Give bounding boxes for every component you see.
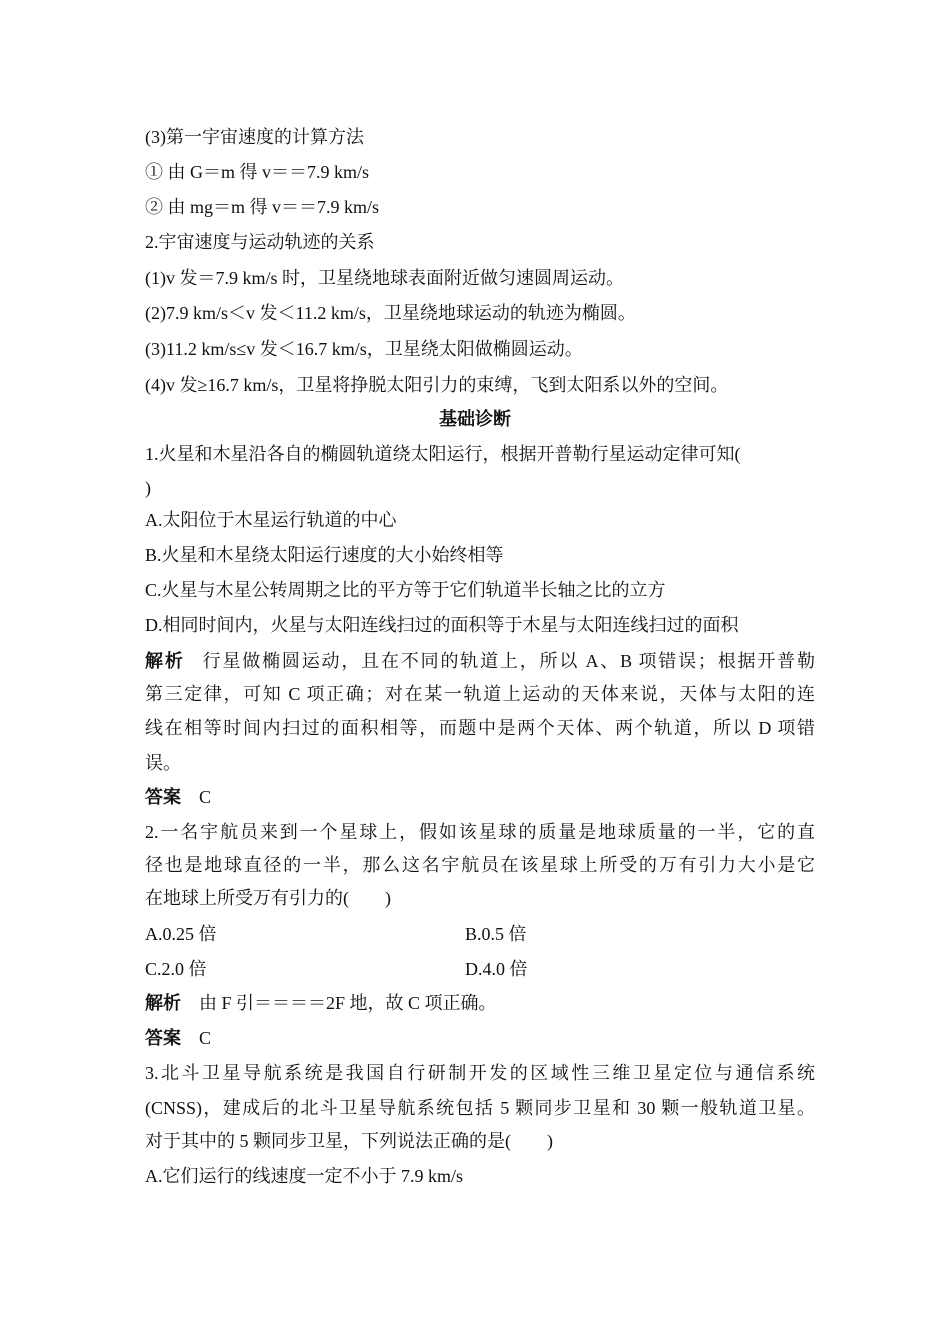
option-a: A.0.25 倍 bbox=[145, 924, 217, 944]
text-line: ② 由 mg＝m 得 v＝＝7.9 km/s bbox=[145, 197, 380, 217]
text-line: (2)7.9 km/s＜v 发＜11.2 km/s，卫星绕地球运动的轨迹为椭圆。 bbox=[145, 303, 636, 323]
answer-line bbox=[145, 1026, 815, 1051]
option-row bbox=[145, 957, 815, 981]
text-line: (1)v 发＝7.9 km/s 时，卫星绕地球表面附近做匀速圆周运动。 bbox=[145, 268, 624, 288]
answer-line bbox=[145, 785, 815, 810]
option-c: C.2.0 倍 bbox=[145, 959, 207, 979]
analysis-line: 线在相等时间内扫过的面积相等，而题中是两个天体、两个轨道，所以 D 项错 bbox=[145, 718, 815, 738]
question-stem: 3.北斗卫星导航系统是我国自行研制开发的区域性三维卫星定位与通信系统 bbox=[145, 1063, 815, 1083]
option-d: D.相同时间内，火星与太阳连线扫过的面积等于木星与太阳连线扫过的面积 bbox=[145, 615, 739, 635]
text-line: (3)11.2 km/s≤v 发＜16.7 km/s，卫星绕太阳做椭圆运动。 bbox=[145, 339, 583, 359]
text-line: ① 由 G＝m 得 v＝＝7.9 km/s bbox=[145, 162, 370, 182]
question-stem: 1.火星和木星沿各自的椭圆轨道绕太阳运行，根据开普勒行星运动定律可知( bbox=[145, 444, 741, 464]
question-stem: 在地球上所受万有引力的( ) bbox=[145, 888, 391, 908]
analysis-line: 误。 bbox=[145, 753, 181, 773]
option-a: A.它们运行的线速度一定不小于 7.9 km/s bbox=[145, 1166, 464, 1186]
question-stem: 对于其中的 5 颗同步卫星，下列说法正确的是( ) bbox=[145, 1131, 553, 1151]
analysis-line bbox=[145, 991, 815, 1016]
text-line: 2.宇宙速度与运动轨迹的关系 bbox=[145, 232, 375, 252]
analysis-line: 第三定律，可知 C 项正确；对在某一轨道上运动的天体来说，天体与太阳的连 bbox=[145, 684, 815, 704]
option-b: B.0.5 倍 bbox=[465, 924, 527, 944]
option-a: A.太阳位于木星运行轨道的中心 bbox=[145, 510, 397, 530]
answer-value: C bbox=[199, 1028, 212, 1048]
analysis-text: 由 F 引＝＝＝＝2F 地，故 C 项正确。 bbox=[199, 993, 497, 1013]
text-line: (4)v 发≥16.7 km/s，卫星将挣脱太阳引力的束缚，飞到太阳系以外的空间。 bbox=[145, 375, 729, 395]
question-stem: ) bbox=[145, 478, 151, 498]
option-b: B.火星和木星绕太阳运行速度的大小始终相等 bbox=[145, 545, 504, 565]
question-stem: 2.一名宇航员来到一个星球上，假如该星球的质量是地球质量的一半，它的直 bbox=[145, 822, 815, 842]
question-stem: 径也是地球直径的一半，那么这名宇航员在该星球上所受的万有引力大小是它 bbox=[145, 855, 815, 875]
analysis-label: 解析 bbox=[145, 993, 181, 1014]
option-c: C.火星与木星公转周期之比的平方等于它们轨道半长轴之比的立方 bbox=[145, 580, 666, 600]
answer-label: 答案 bbox=[145, 787, 181, 808]
analysis-text: 行星做椭圆运动，且在不同的轨道上，所以 A、B 项错误；根据开普勒 bbox=[202, 651, 815, 671]
answer-label: 答案 bbox=[145, 1028, 181, 1049]
analysis-line bbox=[145, 649, 815, 674]
analysis-label: 解析 bbox=[145, 651, 185, 672]
option-d: D.4.0 倍 bbox=[465, 959, 528, 979]
text-line: (3)第一宇宙速度的计算方法 bbox=[145, 127, 364, 147]
question-stem: (CNSS)，建成后的北斗卫星导航系统包括 5 颗同步卫星和 30 颗一般轨道卫星。 bbox=[145, 1098, 815, 1118]
answer-value: C bbox=[199, 787, 212, 807]
option-row bbox=[145, 922, 815, 946]
section-heading: 基础诊断 bbox=[439, 409, 511, 430]
